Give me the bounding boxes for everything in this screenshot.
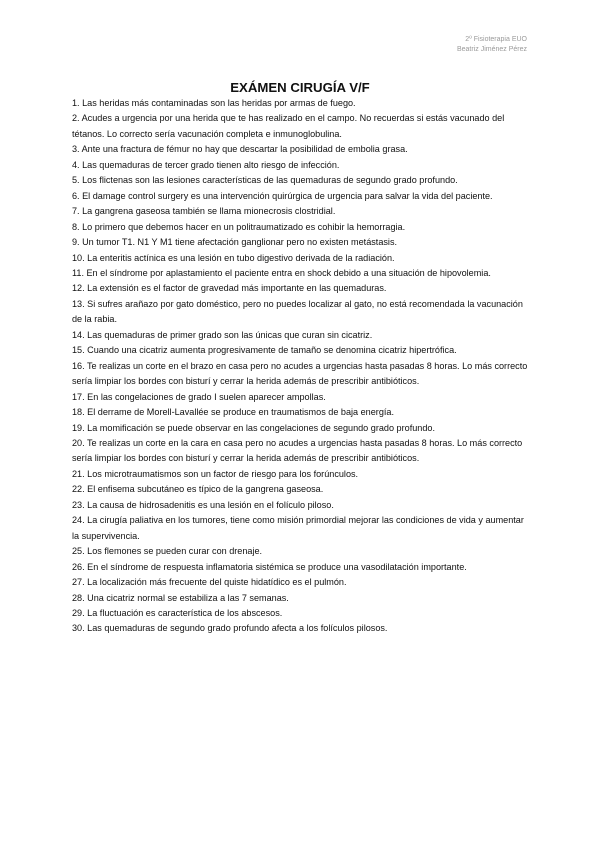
question-item: 16. Te realizas un corte en el brazo en casa pero no acudes a urgencias hasta pasadas 8 horas. Lo más correcto sería limpiar los bordes con bisturí y cerrar la herida además de prescribir antibióticos. (72, 360, 528, 387)
question-item: 10. La enteritis actínica es una lesión en tubo digestivo derivada de la radiación. (72, 252, 395, 263)
page-header (457, 35, 527, 55)
page-title: EXÁMEN CIRUGÍA V/F (230, 80, 370, 95)
question-item: 2. Acudes a urgencia por una herida que te has realizado en el campo. No recuerdas si estás vacunado del tétanos. Lo correcto sería vacunación completa e inmunoglobulina. (72, 113, 505, 139)
header-author: Beatriz Jiménez Pérez (456, 46, 527, 53)
question-item: 27. La localización más frecuente del quiste hidatídico es el pulmón. (72, 577, 347, 588)
question-list (72, 96, 532, 637)
question-item: 7. La gangrena gaseosa también se llama mionecrosis clostridial. (72, 206, 336, 217)
header-course: 2º Fisioterapia EUO (465, 36, 527, 43)
question-item: 3. Ante una fractura de fémur no hay que descartar la posibilidad de embolia grasa. (72, 144, 408, 155)
question-item: 28. Una cicatriz normal se estabiliza a las 7 semanas. (72, 592, 289, 603)
question-item: 23. La causa de hidrosadenitis es una lesión en el folículo piloso. (72, 499, 334, 510)
question-item: 11. En el síndrome por aplastamiento el paciente entra en shock debido a una situación de hipovolemia. (72, 267, 491, 278)
question-item: 21. Los microtraumatismos son un factor de riesgo para los forúnculos. (72, 468, 359, 479)
question-item: 24. La cirugía paliativa en los tumores, tiene como misión primordial mejorar las condiciones de vida y aumentar la supervivencia. (72, 515, 524, 541)
question-item: 1. Las heridas más contaminadas son las heridas por armas de fuego. (72, 98, 356, 108)
question-item: 4. Las quemaduras de tercer grado tienen alto riesgo de infección. (72, 159, 340, 170)
question-item: 19. La momificación se puede observar en las congelaciones de segundo grado profundo. (72, 422, 435, 433)
question-item: 20. Te realizas un corte en la cara en casa pero no acudes a urgencias hasta pasadas 8 horas. Lo más correcto sería limpiar los bordes con bisturí y cerrar la herida además de prescribir antibióticos. (72, 437, 523, 464)
question-item: 26. En el síndrome de respuesta inflamatoria sistémica se produce una vasodilatación importante. (72, 561, 467, 572)
question-item: 14. Las quemaduras de primer grado son las únicas que curan sin cicatriz. (72, 329, 373, 340)
question-item: 12. La extensión es el factor de gravedad más importante en las quemaduras. (72, 283, 387, 294)
question-item: 17. En las congelaciones de grado I suelen aparecer ampollas. (72, 391, 326, 402)
question-item: 8. Lo primero que debemos hacer en un politraumatizado es cohibir la hemorragia. (72, 221, 406, 232)
question-item: 25. Los flemones se pueden curar con drenaje. (72, 546, 263, 557)
question-item: 13. Si sufres arañazo por gato doméstico, pero no puedes localizar al gato, no está recomendada la vacunación de la rabia. (72, 298, 523, 325)
question-item: 15. Cuando una cicatriz aumenta progresivamente de tamaño se denomina cicatriz hipertrófica. (72, 345, 457, 356)
question-item: 6. El damage control surgery es una intervención quirúrgica de urgencia para salvar la vida del paciente. (72, 190, 493, 201)
question-item: 30. Las quemaduras de segundo grado profundo afecta a los folículos pilosos. (72, 623, 388, 634)
question-item: 18. El derrame de Morell-Lavallée se produce en traumatismos de baja energía. (72, 407, 394, 418)
question-item: 22. El enfisema subcutáneo es típico de la gangrena gaseosa. (72, 484, 324, 495)
question-item: 9. Un tumor T1. N1 Y M1 tiene afectación ganglionar pero no existen metástasis. (72, 237, 398, 248)
question-item: 29. La fluctuación es característica de los abscesos. (72, 607, 283, 618)
question-item: 5. Los flictenas son las lesiones características de las quemaduras de segundo grado profundo. (72, 175, 458, 186)
